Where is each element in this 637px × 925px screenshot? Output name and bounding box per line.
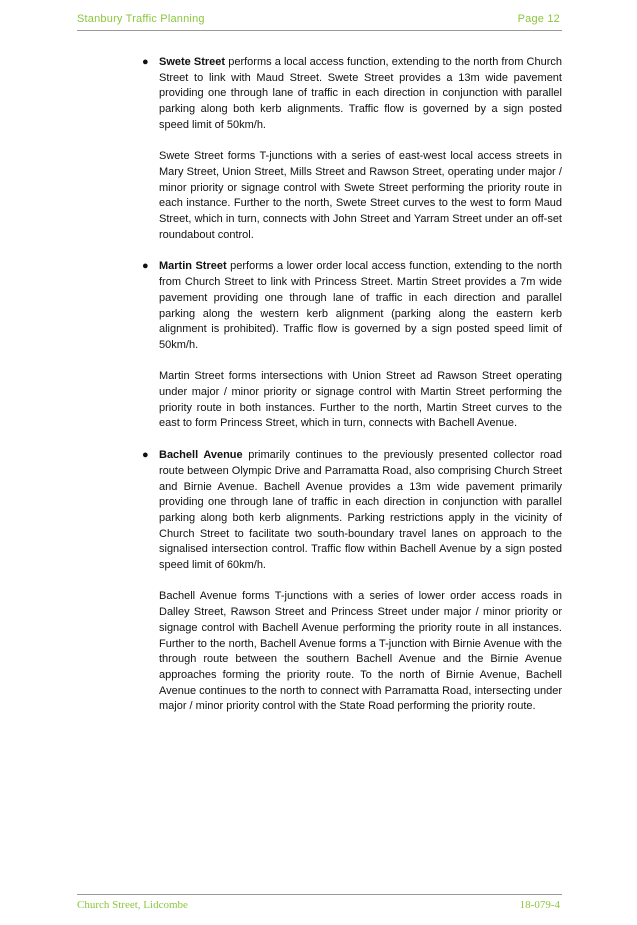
item-paragraph xyxy=(159,259,562,353)
header-title: Stanbury Traffic Planning xyxy=(77,13,205,25)
item-paragraph: Martin Street forms intersections with Union Street ad Rawson Street operating under major / minor priority or signage control with Martin Street performing the priority route in both instances. Further to the north, Martin Street curves to the east to form Princess Street, which in turn, connects with Bachell Avenue. xyxy=(159,370,562,430)
item-text: performs a lower order local access function, extending to the north from Church Street to link with Princess Street. Martin Street provides a 7m wide pavement providing one through lane of traffic in each direction and parallel parking along the western kerb alignment (parking along the eastern kerb alignment is prohibited). Traffic flow is governed by a sign posted speed limit of 50km/h. xyxy=(159,260,562,351)
bullet-icon: ● xyxy=(142,56,149,68)
page-number: Page 12 xyxy=(517,13,560,25)
item-text: performs a local access function, extending to the north from Church Street to link with Maud Street. Swete Street provides a 13m wide pavement providing one through lane of traffic in each direction in conjunction with parallel parking along both kerb alignments. Traffic flow is governed by a sign posted speed limit of 50km/h. xyxy=(159,56,563,131)
item-term: Martin Street xyxy=(159,260,227,273)
item-text: primarily continues to the previously presented collector road route between Olympic Drive and Parramatta Road, also comprising Church Street and Birnie Avenue. Bachell Avenue provides a 13m wide pavement primarily providing one through lane of traffic in each direction in conjunction with parallel parking along both kerb alignments. Parking restrictions apply in the vicinity of Church Street to facilitate two south-boundary travel lanes on approach to the signalised intersection control. Traffic flow within Bachell Avenue by a sign posted speed limit of 60km/h. xyxy=(159,449,562,572)
bullet-item-martin-street xyxy=(142,259,562,432)
bullet-icon: ● xyxy=(142,260,149,273)
page-header xyxy=(77,12,562,31)
bullet-icon: ● xyxy=(142,449,149,462)
item-paragraph xyxy=(159,448,562,574)
item-paragraph: Bachell Avenue forms T-junctions with a series of lower order access roads in Dalley Street, Rawson Street and Princess Street under major / minor priority or signage control with Bachell Avenue performing the priority route in all instances. Further to the north, Bachell Avenue forms a T-junction with Birnie Avenue with the through route between the southern Bachell Avenue and the Birnie Avenue approaches forming the priority route. To the north of Birnie Avenue, Bachell Avenue continues to the north to connect with Parramatta Road, intersecting under major / minor priority control with the State Road performing the priority route. xyxy=(159,590,562,713)
footer-reference: 18-079-4 xyxy=(519,899,560,911)
bullet-item-bachell-avenue xyxy=(142,448,562,715)
page-footer xyxy=(77,894,562,915)
item-term: Bachell Avenue xyxy=(159,449,243,462)
item-paragraph: Swete Street forms T-junctions with a series of east-west local access streets in Mary Street, Union Street, Mills Street and Rawson Street, operating under major / minor priority or signage control with Swete Street performing the priority route in each instance. Further to the north, Swete Street curves to the west to form Maud Street, which in turn, connects with John Street and Yarram Street under an off-set roundabout control. xyxy=(159,150,562,241)
bullet-item-swete-street xyxy=(142,55,562,243)
item-paragraph xyxy=(159,55,562,134)
footer-location: Church Street, Lidcombe xyxy=(77,899,188,911)
document-body xyxy=(142,55,562,731)
item-term: Swete Street xyxy=(159,56,226,68)
